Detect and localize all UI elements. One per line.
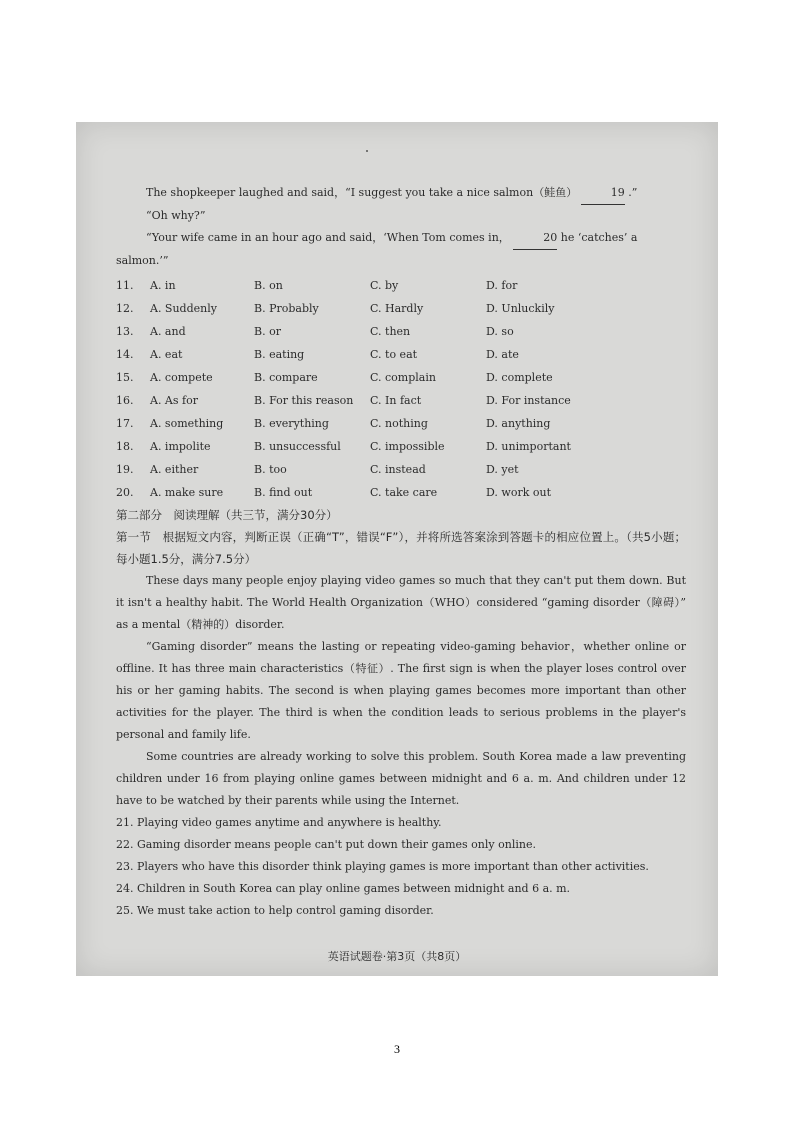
option-row: [116, 274, 686, 297]
option-b: B. unsuccessful: [254, 439, 341, 453]
option-a: A. Suddenly: [150, 301, 217, 315]
option-b: B. or: [254, 324, 281, 338]
option-a: A. either: [150, 462, 199, 476]
option-row: [116, 458, 686, 481]
page-number: 3: [394, 1042, 400, 1056]
option-c: C. Hardly: [370, 301, 424, 315]
option-b: B. too: [254, 462, 287, 476]
option-a: A. As for: [150, 393, 198, 407]
part2-title: 第二部分 阅读理解（共三节，满分30分）: [116, 508, 338, 522]
question-number: 16.: [116, 393, 134, 407]
option-c: C. complain: [370, 370, 436, 384]
dialogue-text: .”: [628, 186, 638, 199]
question-number: 20.: [116, 485, 134, 499]
dialogue-line-3: [116, 227, 686, 272]
option-a: A. something: [150, 416, 224, 430]
scan-speck: [366, 150, 368, 152]
question-number: 12.: [116, 301, 134, 315]
option-c: C. impossible: [370, 439, 445, 453]
dialogue-text: “Your wife came in an hour ago and said，‘When Tom comes in，: [146, 231, 510, 244]
question-number: 11.: [116, 278, 134, 292]
dialogue-text: he ‘catches’ a salmon.’”: [116, 231, 638, 267]
option-c: C. by: [370, 278, 399, 292]
option-row: [116, 320, 686, 343]
option-row: [116, 366, 686, 389]
statement-23: 23. Players who have this disorder think playing games is more important than other activities.: [116, 860, 649, 873]
option-row: [116, 435, 686, 458]
exam-footer: 英语试题卷·第3页（共8页）: [327, 950, 467, 963]
option-a: A. make sure: [150, 485, 224, 499]
option-b: B. Probably: [254, 301, 319, 315]
option-row: [116, 389, 686, 412]
dialogue-line-2: “Oh why?”: [146, 209, 206, 222]
passage-paragraph-2: “Gaming disorder” means the lasting or repeating video-gaming behavior，whether online or offline. It has three main characteristics（特征）. The first sign is when the player loses control over his or her gaming habits. The second is when playing games becomes more important than other activities for the player. The third is when the condition leads to serious problems in the player's personal and family life.: [116, 640, 686, 741]
option-d: D. ate: [486, 347, 519, 361]
question-number: 14.: [116, 347, 134, 361]
question-number: 13.: [116, 324, 134, 338]
question-number: 18.: [116, 439, 134, 453]
statement-21: 21. Playing video games anytime and anywhere is healthy.: [116, 816, 442, 829]
option-d: D. for: [486, 278, 518, 292]
scanned-page: [76, 122, 718, 976]
blank-20: 20: [513, 227, 557, 250]
statement-25: 25. We must take action to help control gaming disorder.: [116, 904, 434, 917]
option-a: A. in: [150, 278, 176, 292]
passage-paragraph-3: Some countries are already working to solve this problem. South Korea made a law preventing children under 16 from playing online games between midnight and 6 a. m. And children under 12 have to be watched by their parents while using the Internet.: [116, 750, 686, 807]
dialogue-text: The shopkeeper laughed and said，“I suggest you take a nice salmon（鲑鱼）: [146, 186, 578, 199]
section1-instructions: 第一节 根据短文内容，判断正误（正确“T”，错误“F”），并将所选答案涂到答题卡的相应位置上。（共5小题；每小题1.5分，满分7.5分）: [116, 530, 686, 566]
option-c: C. nothing: [370, 416, 428, 430]
option-d: D. yet: [486, 462, 519, 476]
option-row: [116, 481, 686, 504]
option-row: [116, 412, 686, 435]
dialogue-line-1: [116, 182, 686, 205]
option-c: C. to eat: [370, 347, 418, 361]
statement-24: 24. Children in South Korea can play online games between midnight and 6 a. m.: [116, 882, 571, 895]
option-c: C. instead: [370, 462, 426, 476]
option-row: [116, 297, 686, 320]
passage-paragraph-1: These days many people enjoy playing video games so much that they can't put them down. But it isn't a healthy habit. The World Health Organization（WHO）considered “gaming disorder（障碍）” as a mental（精神的）disorder.: [116, 574, 686, 631]
option-d: D. Unluckily: [486, 301, 555, 315]
option-b: B. eating: [254, 347, 305, 361]
page-content: [116, 182, 686, 922]
option-b: B. compare: [254, 370, 318, 384]
options-list: [116, 274, 686, 504]
option-b: B. everything: [254, 416, 329, 430]
option-d: D. so: [486, 324, 514, 338]
option-c: C. take care: [370, 485, 438, 499]
question-number: 15.: [116, 370, 134, 384]
blank-19: 19: [581, 182, 625, 205]
option-c: C. then: [370, 324, 411, 338]
option-d: D. unimportant: [486, 439, 571, 453]
option-b: B. For this reason: [254, 393, 354, 407]
option-c: C. In fact: [370, 393, 422, 407]
option-a: A. and: [150, 324, 186, 338]
option-d: D. For instance: [486, 393, 571, 407]
option-b: B. on: [254, 278, 283, 292]
option-a: A. compete: [150, 370, 213, 384]
question-number: 19.: [116, 462, 134, 476]
option-a: A. eat: [150, 347, 183, 361]
option-a: A. impolite: [150, 439, 211, 453]
question-number: 17.: [116, 416, 134, 430]
statement-22: 22. Gaming disorder means people can't put down their games only online.: [116, 838, 536, 851]
option-b: B. find out: [254, 485, 313, 499]
option-d: D. complete: [486, 370, 553, 384]
option-d: D. anything: [486, 416, 551, 430]
option-d: D. work out: [486, 485, 552, 499]
option-row: [116, 343, 686, 366]
